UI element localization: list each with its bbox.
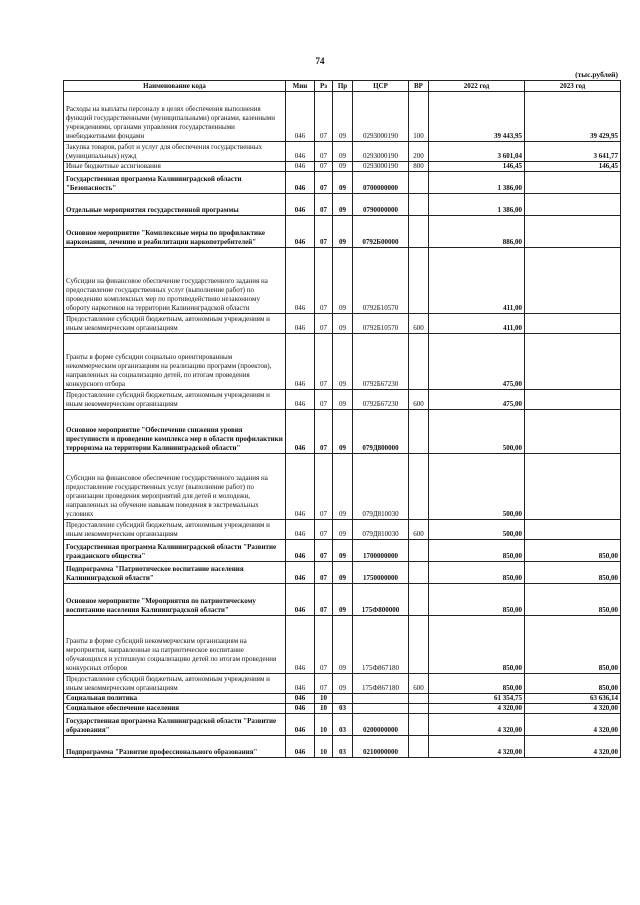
page-number: 74 — [315, 56, 325, 66]
row-min: 046 — [286, 540, 315, 562]
row-vr: 200 — [409, 142, 429, 162]
row-rz: 10 — [315, 704, 333, 714]
row-pr: 09 — [333, 142, 353, 162]
row-pr: 09 — [333, 616, 353, 674]
table-row — [64, 454, 621, 520]
row-csr: 0293000190 — [353, 162, 409, 172]
row-min: 046 — [286, 674, 315, 694]
row-amount-2022: 850,00 — [429, 584, 525, 616]
row-min: 046 — [286, 714, 315, 736]
row-vr: 600 — [409, 674, 429, 694]
row-min: 046 — [286, 314, 315, 334]
row-name: Подпрограмма "Развитие профессионального образования" — [64, 736, 286, 758]
row-min: 046 — [286, 704, 315, 714]
row-name: Иные бюджетные ассигнования — [64, 162, 286, 172]
row-rz: 07 — [315, 674, 333, 694]
row-min: 046 — [286, 454, 315, 520]
units-label: (тыс.рублей) — [575, 70, 618, 79]
row-name: Гранты в форме субсидий некоммерческим организациям на мероприятия, направленные на патриотическое воспитание обучающихся и успешную социализацию детей по итогам проведения конкурсных отборов — [64, 616, 286, 674]
row-name: Государственная программа Калининградской области "Развитие гражданского общества" — [64, 540, 286, 562]
row-amount-2023 — [525, 410, 621, 454]
col-header-csr: ЦСР — [353, 81, 409, 92]
row-amount-2023 — [525, 520, 621, 540]
row-amount-2022: 500,00 — [429, 410, 525, 454]
row-pr: 09 — [333, 194, 353, 216]
row-rz: 07 — [315, 314, 333, 334]
row-vr — [409, 410, 429, 454]
row-vr — [409, 736, 429, 758]
row-min: 046 — [286, 142, 315, 162]
row-amount-2023 — [525, 390, 621, 410]
row-min: 046 — [286, 410, 315, 454]
row-rz: 10 — [315, 694, 333, 704]
row-pr — [333, 694, 353, 704]
table-row — [64, 410, 621, 454]
table-row — [64, 194, 621, 216]
col-header-pr: Пр — [333, 81, 353, 92]
row-pr: 03 — [333, 704, 353, 714]
row-amount-2022: 411,00 — [429, 248, 525, 314]
row-vr — [409, 540, 429, 562]
row-min: 046 — [286, 216, 315, 248]
row-amount-2022: 61 354,75 — [429, 694, 525, 704]
col-header-min: Мин — [286, 81, 315, 92]
table-row — [64, 520, 621, 540]
row-amount-2022: 850,00 — [429, 540, 525, 562]
row-csr: 0700000000 — [353, 172, 409, 194]
row-vr: 100 — [409, 92, 429, 142]
table-row — [64, 736, 621, 758]
row-amount-2022: 3 601,04 — [429, 142, 525, 162]
row-name: Предоставление субсидий бюджетным, автономным учреждениям и иным некоммерческим организациям — [64, 520, 286, 540]
row-rz: 07 — [315, 142, 333, 162]
row-csr — [353, 694, 409, 704]
row-name: Государственная программа Калининградской области "Безопасность" — [64, 172, 286, 194]
row-amount-2022: 850,00 — [429, 562, 525, 584]
row-vr — [409, 248, 429, 314]
row-rz: 07 — [315, 248, 333, 314]
row-amount-2022: 475,00 — [429, 334, 525, 390]
row-pr: 09 — [333, 248, 353, 314]
table-row — [64, 248, 621, 314]
row-rz: 07 — [315, 616, 333, 674]
row-amount-2023 — [525, 248, 621, 314]
row-amount-2023: 146,45 — [525, 162, 621, 172]
table-row — [64, 216, 621, 248]
row-vr: 600 — [409, 390, 429, 410]
row-csr: 0210000000 — [353, 736, 409, 758]
budget-table — [63, 80, 621, 758]
row-name: Основное мероприятие "Обеспечение снижения уровня преступности и проведение комплекса мер в области профилактики терроризма на территории Калининградской области" — [64, 410, 286, 454]
table-row — [64, 162, 621, 172]
row-rz: 07 — [315, 390, 333, 410]
row-name: Основное мероприятие "Комплексные меры по профилактике наркомании, лечению и реабилитации наркопотребителей" — [64, 216, 286, 248]
row-csr: 0792Б10570 — [353, 248, 409, 314]
row-amount-2023: 850,00 — [525, 562, 621, 584]
row-pr: 09 — [333, 540, 353, 562]
row-min: 046 — [286, 562, 315, 584]
row-amount-2022: 4 320,00 — [429, 736, 525, 758]
row-amount-2023 — [525, 454, 621, 520]
row-amount-2023: 4 320,00 — [525, 714, 621, 736]
row-min: 046 — [286, 92, 315, 142]
row-csr: 0792Б67230 — [353, 390, 409, 410]
col-header-vr: ВР — [409, 81, 429, 92]
row-rz: 07 — [315, 454, 333, 520]
row-csr: 079Д810030 — [353, 520, 409, 540]
row-amount-2023: 4 320,00 — [525, 736, 621, 758]
row-csr: 1750000000 — [353, 562, 409, 584]
row-pr: 09 — [333, 172, 353, 194]
row-amount-2023: 850,00 — [525, 584, 621, 616]
row-amount-2022: 146,45 — [429, 162, 525, 172]
row-csr: 0200000000 — [353, 714, 409, 736]
row-name: Расходы на выплаты персоналу в целях обеспечения выполнения функций государственными (муниципальными) органами, казенными учреждениями, органами управления государственными внебюджетными фондами — [64, 92, 286, 142]
row-pr: 09 — [333, 520, 353, 540]
row-name: Отдельные мероприятия государственной программы — [64, 194, 286, 216]
row-min: 046 — [286, 584, 315, 616]
table-row — [64, 92, 621, 142]
row-csr: 175Ф800000 — [353, 584, 409, 616]
row-pr: 09 — [333, 334, 353, 390]
table-body — [64, 92, 621, 758]
row-min: 046 — [286, 616, 315, 674]
row-csr: 0790000000 — [353, 194, 409, 216]
row-amount-2023 — [525, 194, 621, 216]
row-name — [64, 334, 286, 390]
row-amount-2023: 39 429,95 — [525, 92, 621, 142]
row-name-text: Субсидии на финансовое обеспечение государственного задания на предоставление государственных услуг (выполнение работ) по проведению комплексных мер по противодействию незаконному обороту наркотиков на территории Калининградской области — [66, 277, 268, 312]
col-header-name: Наименование кода — [64, 81, 286, 92]
row-pr: 03 — [333, 736, 353, 758]
row-csr — [353, 704, 409, 714]
row-amount-2023: 850,00 — [525, 674, 621, 694]
row-amount-2023 — [525, 314, 621, 334]
row-csr: 175Ф867180 — [353, 674, 409, 694]
row-amount-2023: 3 641,77 — [525, 142, 621, 162]
row-vr: 800 — [409, 162, 429, 172]
table-row — [64, 562, 621, 584]
row-csr: 175Ф867180 — [353, 616, 409, 674]
row-vr: 600 — [409, 314, 429, 334]
row-min: 046 — [286, 194, 315, 216]
row-rz: 07 — [315, 172, 333, 194]
row-pr: 09 — [333, 314, 353, 334]
col-header-2022: 2022 год — [429, 81, 525, 92]
row-amount-2023 — [525, 172, 621, 194]
row-vr — [409, 172, 429, 194]
row-name: Социальная политика — [64, 694, 286, 704]
row-pr: 09 — [333, 162, 353, 172]
table-row — [64, 142, 621, 162]
row-pr: 09 — [333, 390, 353, 410]
row-min: 046 — [286, 520, 315, 540]
row-amount-2022: 39 443,95 — [429, 92, 525, 142]
row-min: 046 — [286, 694, 315, 704]
row-rz: 07 — [315, 194, 333, 216]
row-rz: 07 — [315, 334, 333, 390]
table-row — [64, 314, 621, 334]
row-rz: 07 — [315, 584, 333, 616]
row-name-text: Гранты в форме субсидии социально ориентированным некоммерческим организациям на реализацию программ (проектов), направленных на социализацию детей, по итогам проведения конкурсного отбора — [66, 353, 272, 388]
row-csr: 0792Б67230 — [353, 334, 409, 390]
row-rz: 07 — [315, 162, 333, 172]
row-rz: 07 — [315, 562, 333, 584]
row-rz: 07 — [315, 92, 333, 142]
row-min: 046 — [286, 736, 315, 758]
row-min: 046 — [286, 390, 315, 410]
row-name: Государственная программа Калининградской области "Развитие образования" — [64, 714, 286, 736]
row-vr — [409, 194, 429, 216]
row-pr: 03 — [333, 714, 353, 736]
row-csr: 0293000190 — [353, 92, 409, 142]
table-row — [64, 172, 621, 194]
row-min: 046 — [286, 334, 315, 390]
table-row — [64, 704, 621, 714]
col-header-rz: Рз — [315, 81, 333, 92]
row-csr: 079Д810030 — [353, 454, 409, 520]
row-csr: 0293000190 — [353, 142, 409, 162]
row-vr: 600 — [409, 520, 429, 540]
row-name: Предоставление субсидий бюджетным, автономным учреждениям и иным некоммерческим организациям — [64, 674, 286, 694]
row-vr — [409, 454, 429, 520]
row-csr: 079Д800000 — [353, 410, 409, 454]
row-name — [64, 454, 286, 520]
row-name: Подпрограмма "Патриотическое воспитание населения Калининградской области" — [64, 562, 286, 584]
row-pr: 09 — [333, 216, 353, 248]
row-amount-2023 — [525, 334, 621, 390]
row-name-text: Субсидии на финансовое обеспечение государственного задания на предоставление государственных услуг (выполнение работ) по организации проведения мероприятий для детей и молодежи, направленных на обучение навыкам поведения в экстремальных условиях — [66, 474, 268, 518]
table-row — [64, 540, 621, 562]
row-name: Основное мероприятие "Мероприятия по патриотическому воспитанию населения Калининградской области" — [64, 584, 286, 616]
row-min: 046 — [286, 248, 315, 314]
row-vr — [409, 216, 429, 248]
table-row — [64, 694, 621, 704]
row-pr: 09 — [333, 584, 353, 616]
row-vr — [409, 704, 429, 714]
row-amount-2022: 411,00 — [429, 314, 525, 334]
row-amount-2023: 4 320,00 — [525, 704, 621, 714]
table-row — [64, 390, 621, 410]
row-vr — [409, 584, 429, 616]
table-row — [64, 584, 621, 616]
row-vr — [409, 694, 429, 704]
row-rz: 10 — [315, 736, 333, 758]
row-amount-2022: 475,00 — [429, 390, 525, 410]
table-row — [64, 674, 621, 694]
row-amount-2023 — [525, 216, 621, 248]
table-row — [64, 334, 621, 390]
row-rz: 07 — [315, 520, 333, 540]
table-header-row — [64, 81, 621, 92]
row-amount-2023: 63 636,14 — [525, 694, 621, 704]
row-amount-2022: 500,00 — [429, 454, 525, 520]
row-pr: 09 — [333, 454, 353, 520]
row-name: Социальное обеспечение населения — [64, 704, 286, 714]
row-rz: 07 — [315, 410, 333, 454]
table-row — [64, 616, 621, 674]
row-amount-2022: 850,00 — [429, 674, 525, 694]
row-amount-2022: 886,00 — [429, 216, 525, 248]
row-pr: 09 — [333, 410, 353, 454]
row-amount-2022: 500,00 — [429, 520, 525, 540]
row-amount-2022: 1 386,00 — [429, 194, 525, 216]
row-amount-2022: 850,00 — [429, 616, 525, 674]
row-csr: 1700000000 — [353, 540, 409, 562]
row-amount-2022: 1 386,00 — [429, 172, 525, 194]
row-name: Предоставление субсидий бюджетным, автономным учреждениям и иным некоммерческим организациям — [64, 314, 286, 334]
row-min: 046 — [286, 162, 315, 172]
row-amount-2022: 4 320,00 — [429, 714, 525, 736]
row-pr: 09 — [333, 92, 353, 142]
row-rz: 10 — [315, 714, 333, 736]
row-csr: 0792Б10570 — [353, 314, 409, 334]
row-pr: 09 — [333, 674, 353, 694]
row-name: Предоставление субсидий бюджетным, автономным учреждениям и иным некоммерческим организациям — [64, 390, 286, 410]
row-pr: 09 — [333, 562, 353, 584]
row-amount-2023: 850,00 — [525, 540, 621, 562]
row-name — [64, 248, 286, 314]
row-min: 046 — [286, 172, 315, 194]
row-csr: 0792Б00000 — [353, 216, 409, 248]
row-rz: 07 — [315, 216, 333, 248]
row-vr — [409, 714, 429, 736]
row-vr — [409, 562, 429, 584]
row-vr — [409, 334, 429, 390]
col-header-2023: 2023 год — [525, 81, 621, 92]
row-vr — [409, 616, 429, 674]
row-rz: 07 — [315, 540, 333, 562]
row-name: Закупка товаров, работ и услуг для обеспечения государственных (муниципальных) нужд — [64, 142, 286, 162]
row-amount-2022: 4 320,00 — [429, 704, 525, 714]
table-row — [64, 714, 621, 736]
row-amount-2023: 850,00 — [525, 616, 621, 674]
